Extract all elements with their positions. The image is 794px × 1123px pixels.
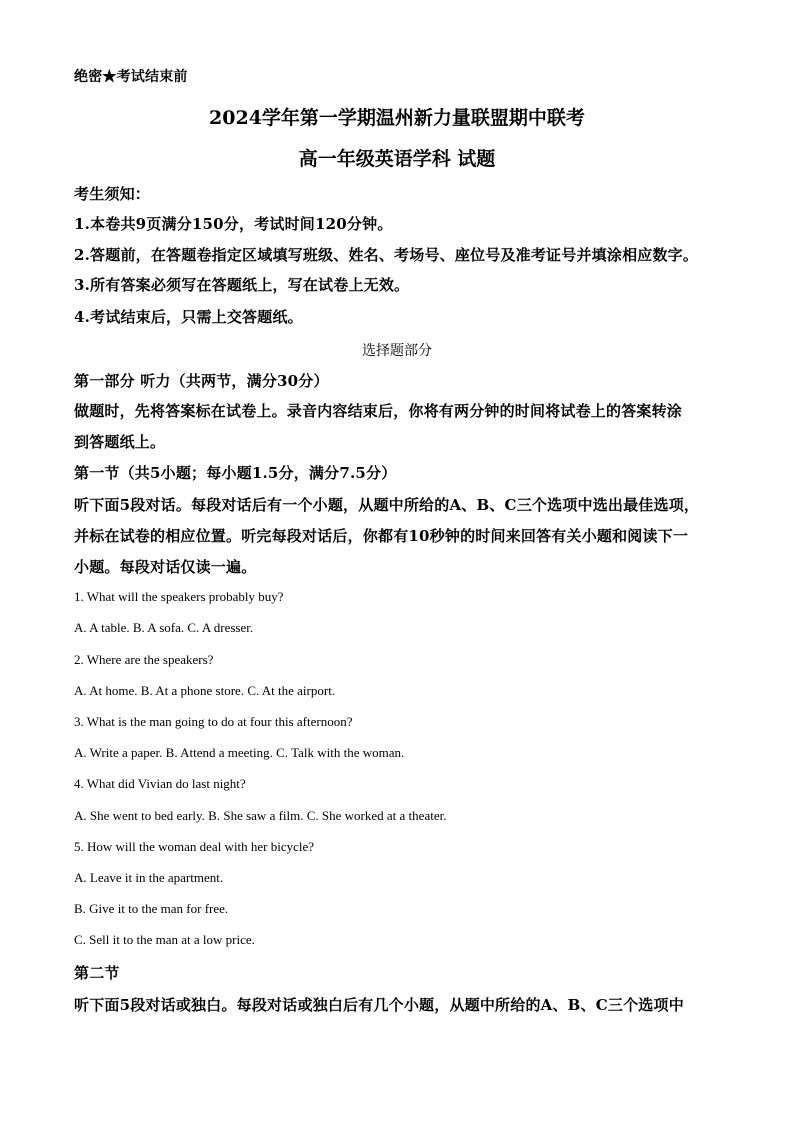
part1-instruction: 做题时，先将答案标在试卷上。录音内容结束后，你将有两分钟的时间将试卷上的答案转涂 bbox=[74, 402, 683, 420]
question-1-options: A. A table. B. A sofa. C. A dresser. bbox=[74, 620, 254, 635]
exam-title: 2024学年第一学期温州新力量联盟期中联考 bbox=[209, 107, 585, 129]
notice-item: 3.所有答案必须写在答题纸上，写在试卷上无效。 bbox=[74, 276, 410, 294]
question-1: 1. What will the speakers probably buy? bbox=[74, 589, 284, 604]
question-3: 3. What is the man going to do at four this afternoon? bbox=[74, 714, 353, 729]
section2-heading: 第二节 bbox=[74, 964, 120, 982]
question-5-option-a: A. Leave it in the apartment. bbox=[74, 870, 224, 885]
question-2: 2. Where are the speakers? bbox=[74, 652, 214, 667]
confidential-label: 绝密★考试结束前 bbox=[74, 69, 188, 85]
notice-item: 4.考试结束后，只需上交答题纸。 bbox=[74, 308, 303, 326]
section2-instruction: 听下面5段对话或独白。每段对话或独白后有几个小题，从题中所给的A、B、C三个选项中 bbox=[74, 996, 684, 1014]
part1-heading: 第一部分 听力（共两节，满分30分） bbox=[74, 372, 329, 390]
exam-subtitle: 高一年级英语学科 试题 bbox=[298, 148, 496, 170]
section-title: 选择题部分 bbox=[362, 343, 432, 359]
section1-instruction: 听下面5段对话。每段对话后有一个小题，从题中所给的A、B、C三个选项中选出最佳选项， bbox=[74, 496, 700, 514]
notice-heading: 考生须知： bbox=[74, 185, 151, 203]
section1-instruction: 小题。每段对话仅读一遍。 bbox=[74, 558, 257, 576]
section1-instruction: 并标在试卷的相应位置。听完每段对话后，你都有10秒钟的时间来回答有关小题和阅读下一 bbox=[74, 527, 689, 545]
notice-item: 1.本卷共9页满分150分，考试时间120分钟。 bbox=[74, 215, 393, 233]
notice-item: 2.答题前，在答题卷指定区域填写班级、姓名、考场号、座位号及准考证号并填涂相应数字。 bbox=[74, 246, 699, 264]
question-5: 5. How will the woman deal with her bicycle? bbox=[74, 839, 315, 854]
question-2-options: A. At home. B. At a phone store. C. At the airport. bbox=[74, 683, 336, 698]
question-3-options: A. Write a paper. B. Attend a meeting. C. Talk with the woman. bbox=[74, 745, 405, 760]
question-4: 4. What did Vivian do last night? bbox=[74, 776, 246, 791]
question-4-options: A. She went to bed early. B. She saw a film. C. She worked at a theater. bbox=[74, 808, 447, 823]
question-5-option-c: C. Sell it to the man at a low price. bbox=[74, 932, 255, 947]
part1-instruction: 到答题纸上。 bbox=[74, 433, 166, 451]
question-5-option-b: B. Give it to the man for free. bbox=[74, 901, 229, 916]
section1-heading: 第一节（共5小题；每小题1.5分，满分7.5分） bbox=[74, 464, 397, 482]
